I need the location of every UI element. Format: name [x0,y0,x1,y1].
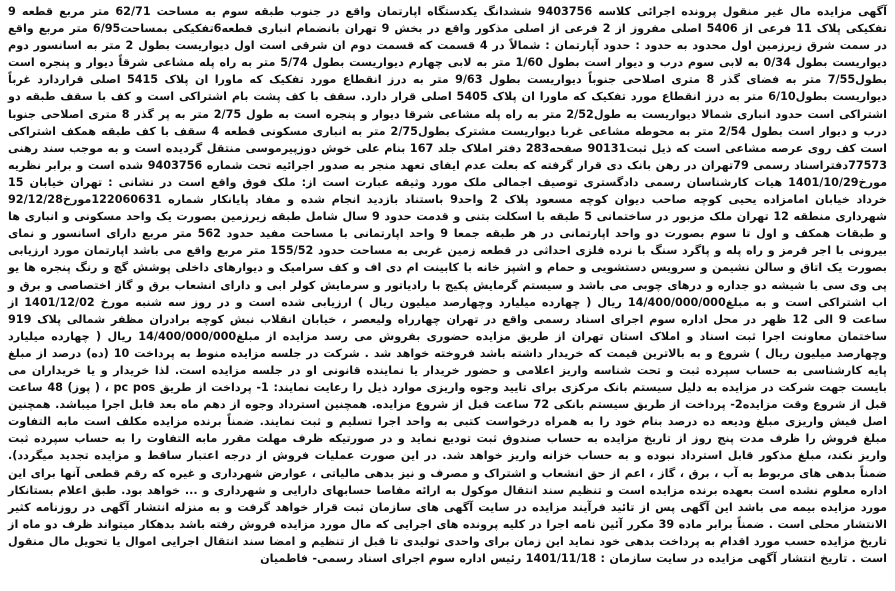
auction-notice-text: آگهی مزایده مال غیر منقول پرونده اجرائی کلاسه 9403756 ششدانگ یکدستگاه اپارتمان واقع در جنوب طبقه سوم به مساحت 62/71 متر مربع قطعه 9 تفکیکی پلاک 11 فرعی از 5406 اصلی مفروز از 2 فرعی از اصلی مذکور واقع در بخش 9 تهران بانضمام انباری قطعه6تفکیکی بمساحت6/95 متر مربع واقع در سمت شرق زیرزمین اول محدود به حدود : حدود آپارتمان : شمالاً در 4 قسمت که قسمت دوم ان شرقی است اول دیواریست بطول 2 متر به اسانسور دوم دیواریست بطول 0/34 به لابی سوم درب و دیوار است بطول 1/60 متر به لابی چهارم دیواریست بطول 5/74 متر به راه پله مشاعی شرقاً دیوار و پنجره است بطول7/55 متر به فضای گذر 8 متری اصلاحی جنوباً دیواریست بطول 9/63 متر به درز انقطاع مورد تفکیک که ماورا ان پلاک 5415 اصلی قراردارد غرباً دیواریست بطول6/10 متر به درز انقطاع مورد تفکیک که ماورا ان پلاک 5405 اصلی قرار دارد. سقف با کف پشت بام اشتراکی است و کف با سقف طبقه دو اشتراکی است حدود انباری شمالا دیواریست به طول2/52 متر به راه پله مشاعی شرقا دیوار و پنجره است به طول 2/75 متر به پر گذر 8 متری اصلاحی جنوبا درب و دیوار است بطول 2/54 متر به محوطه مشاعی غربا دیواریست مشترک بطول2/75 متر به انباری مسکونی قطعه 4 سقف با کف طبقه همکف اشتراکی است کف روی عرصه مشاعی است که ذیل ثبت90131 صفحه283 دفتر املاک جلد 167 بنام علی خوش دوزپیرموسی منتقل گردیده است و به موجب سند رهنی 77573دفتراسناد رسمی 79تهران در رهن بانک دی قرار گرفته که بعلت عدم ایفای تعهد منجر به صدور اجرائیه تحت شماره 9403756 شده است و برابر نظریه مورخ1401/10/29 هیات کارشناسان رسمی دادگستری توصیف اجمالی ملک مورد وثیقه عبارت است از: ملک فوق واقع است در نشانی : تهران خیابان 15 خرداد خیابان امامزاده یحیی کوچه صاحب دیوان کوچه مسعود پلاک 2 واحد9 باستناد بازدید انجام شده و مفاد پایانکار شماره 122060631مورخ92/12/28 شهرداری منطقه 12 تهران ملک مزبور در ساختمانی 5 طبقه با اسکلت بتنی و قدمت حدود 9 سال شامل طبقه زیرزمین بصورت یک واحد مسکونی و انباری ها و طبقات همکف و اول تا سوم بصورت دو واحد اپارتمانی در هر طبقه جمعا 9 واحد اپارتمانی با مساحت مفید حدود 562 متر مربع دارای اسانسور و نمای بیرونی با اجر قرمز و راه پله و پاگرد سنگ با نرده فلزی احداثی در قطعه زمین غربی به مساحت حدود 155/52 متر مربع واقع می باشد اپارتمان مورد ارزیابی بصورت یک اتاق و سالن نشیمن و سرویس دستشویی و حمام و اشپز خانه با کابینت ام دی اف و کف سرامیک و دیوارهای داخلی پوشش گچ و رنگ پنجره ها یو پی وی سی با شیشه دو جداره و درهای چوبی می باشد و سیستم گرمایش پکیج با رادیاتور و سرمایش کولر ابی و دارای انشعاب برق و گاز اختصاصی و برق و اب اشتراکی است و به مبلغ14/400/000/000 ریال ( چهارده میلیارد وچهارصد میلیون ریال ) ارزیابی شده است و در روز سه شنبه مورخ 1401/12/02 از ساعت 9 الی 12 ظهر در محل اداره سوم اجرای اسناد رسمی واقع در تهران چهارراه ولیعصر ، خیابان انقلاب نبش کوچه برادران مظفر شمالی پلاک 919 ساختمان معاونت اجرا ثبت اسناد و املاک استان تهران از طریق مزایده حضوری بفروش می رسد مزایده از مبلغ14/400/000/000 ریال ( چهارده میلیارد وچهارصد میلیون ریال ) شروع و به بالاترین قیمت که خریدار داشته باشد فروخته خواهد شد . شرکت در جلسه مزایده منوط به پرداخت 10 (ده) درصد از مبلغ پایه کارشناسی به حساب سپرده ثبت و تحت شناسه واریز اعلامی و حضور خریدار یا نماینده قانونی او در جلسه مزایده است. لذا خریدار و یا خریداران می بایست جهت شرکت در مزایده به دلیل سیستم بانک مرکزی برای تایید وجوه واریزی موارد ذیل را رعایت نمایند: 1- پرداخت از طریق pc pos ، ( پوز) 48 ساعت قبل از شروع وقت مزایده2- پرداخت از طریق سیستم بانکی 72 ساعت قبل از شروع مزایده. همچنین استرداد وجوه از دهم ماه بعد قابل اجرا میباشد. همچنین اصل فیش واریزی مبلغ ودیعه ده درصد بنام خود را به همراه درخواست کتبی به واحد اجرا تسلیم و ثبت نمایند. ضمناً برنده مزایده مکلف است مابه التفاوت مبلغ فروش را ظرف مدت پنج روز از تاریخ مزایده به حساب صندوق ثبت تودیع نماید و در صورتیکه ظرف مهلت مقرر مابه التفاوت را به حساب سپرده ثبت واریز نکند، مبلغ مذکور قابل استرداد نبوده و به حساب خزانه واریز خواهد شد. در این صورت عملیات فروش از درجه اعتبار ساقط و مزایده تجدید میگردد). ضمناً بدهی های مربوط به آب ، برق ، گاز ، اعم از حق انشعاب و اشتراک و مصرف و نیز بدهی مالیاتی ، عوارض شهرداری و غیره که رقم قطعی آنها برای این اداره معلوم نشده است بعهده برنده مزایده است و تنظیم سند انتقال موکول به ارائه مفاصا حسابهای دارایی و شهرداری و ... خواهد بود. طبق اعلام بستانکار مورد مزایده بیمه می باشد این آگهی پس از تائید فرآیند مزایده در سایت آگهی های سازمان ثبت قرار خواهد گرفت و به منزله انتشار آگهی در روزنامه کثیر الانتشار محلی است . ضمناً برابر ماده 39 مکرر آئین نامه اجرا در کلیه پرونده های اجرایی که مال مورد مزایده فروش رفته باشد بدهکار میتواند ظرف دو ماه از تاریخ مزایده حسب مورد اقدام به پرداخت بدهی خود نماید این زمان برای واحدی تولیدی تا قبل از تنظیم و امضا سند انتقال اجرایی اموال یا تحویل مال منقول است . تاریخ انتشار آگهی مزایده در سایت سازمان : 1401/11/18 رئیس اداره سوم اجرای اسناد رسمی- فاطمیان [8,5,888,565]
